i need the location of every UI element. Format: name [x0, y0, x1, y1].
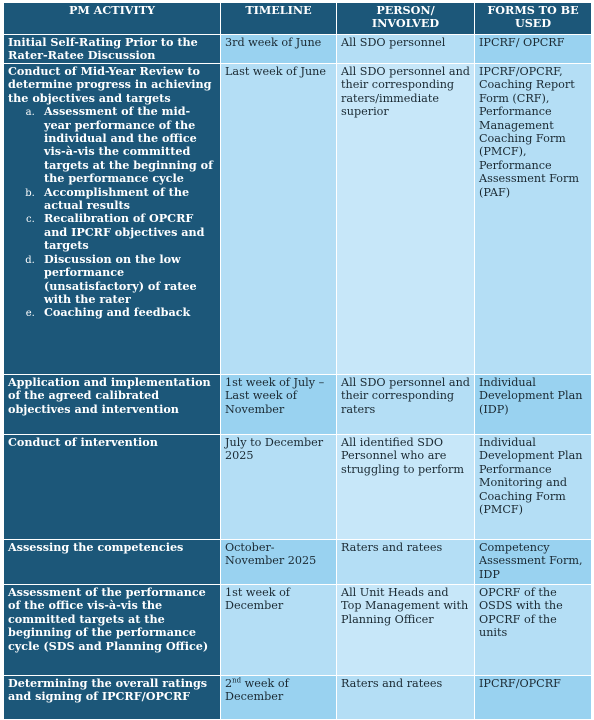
subitem-list [8, 105, 216, 320]
person-cell: All Unit Heads and Top Management with Planning Officer [337, 585, 475, 676]
activity-cell: Initial Self-Rating Prior to the Rater-Ratee Discussion [4, 35, 221, 64]
table-row [4, 585, 592, 676]
pm-activity-table-wrapper [3, 2, 591, 720]
forms-cell: Individual Development Plan (IDP) [475, 375, 592, 435]
person-cell: All SDO personnel and their corresponding raters/immediate superior [337, 64, 475, 375]
forms-cell: IPCRF/ OPCRF [475, 35, 592, 64]
timeline-rest: week of December [225, 677, 289, 704]
activity-text: Conduct of Mid-Year Review to determine progress in achieving the objectives and targets [8, 64, 212, 105]
header-timeline: TIMELINE [221, 3, 337, 35]
person-cell: All SDO personnel and their corresponding raters [337, 375, 475, 435]
timeline-cell: July to December 2025 [221, 435, 337, 540]
activity-cell: Conduct of intervention [4, 435, 221, 540]
list-item: a. Assessment of the mid-year performance of the individual and the office vis-à-vis the committed targets at the beginning of the performance cycle [38, 105, 216, 185]
person-cell: All SDO personnel [337, 35, 475, 64]
timeline-cell: October-November 2025 [221, 540, 337, 585]
person-cell: Raters and ratees [337, 540, 475, 585]
table-row [4, 64, 592, 375]
table-row [4, 375, 592, 435]
activity-cell: Application and implementation of the agreed calibrated objectives and intervention [4, 375, 221, 435]
timeline-ordinal-suffix: nd [232, 676, 242, 685]
activity-cell [4, 64, 221, 375]
timeline-cell: 1st week of December [221, 585, 337, 676]
list-item: e. Coaching and feedback [38, 306, 216, 319]
timeline-cell: 3rd week of June [221, 35, 337, 64]
person-cell: Raters and ratees [337, 676, 475, 720]
timeline-cell: 1st week of July – Last week of November [221, 375, 337, 435]
timeline-cell [221, 676, 337, 720]
header-row [4, 3, 592, 35]
list-item: d. Discussion on the low performance (unsatisfactory) of ratee with the rater [38, 253, 216, 307]
table-row [4, 676, 592, 720]
header-person-involved: PERSON/ INVOLVED [337, 3, 475, 35]
forms-cell: IPCRF/OPCRF [475, 676, 592, 720]
list-item: c. Recalibration of OPCRF and IPCRF objectives and targets [38, 212, 216, 252]
header-pm-activity: PM ACTIVITY [4, 3, 221, 35]
table-row [4, 435, 592, 540]
table-row [4, 540, 592, 585]
forms-cell: Individual Development Plan Performance Monitoring and Coaching Form (PMCF) [475, 435, 592, 540]
table-row [4, 35, 592, 64]
forms-cell: OPCRF of the OSDS with the OPCRF of the units [475, 585, 592, 676]
activity-cell: Determining the overall ratings and signing of IPCRF/OPCRF [4, 676, 221, 720]
timeline-cell: Last week of June [221, 64, 337, 375]
list-item: b. Accomplishment of the actual results [38, 186, 216, 213]
header-forms: FORMS TO BE USED [475, 3, 592, 35]
activity-cell: Assessment of the performance of the office vis-à-vis the committed targets at the beginning of the performance cycle (SDS and Planning Office) [4, 585, 221, 676]
timeline-ordinal: 2 [225, 677, 233, 690]
person-cell: All identified SDO Personnel who are struggling to perform [337, 435, 475, 540]
forms-cell: Competency Assessment Form, IDP [475, 540, 592, 585]
pm-activity-table [3, 2, 592, 720]
activity-cell: Assessing the competencies [4, 540, 221, 585]
forms-cell: IPCRF/OPCRF, Coaching Report Form (CRF), Performance Management Coaching Form (PMCF), Performance Assessment Form (PAF) [475, 64, 592, 375]
